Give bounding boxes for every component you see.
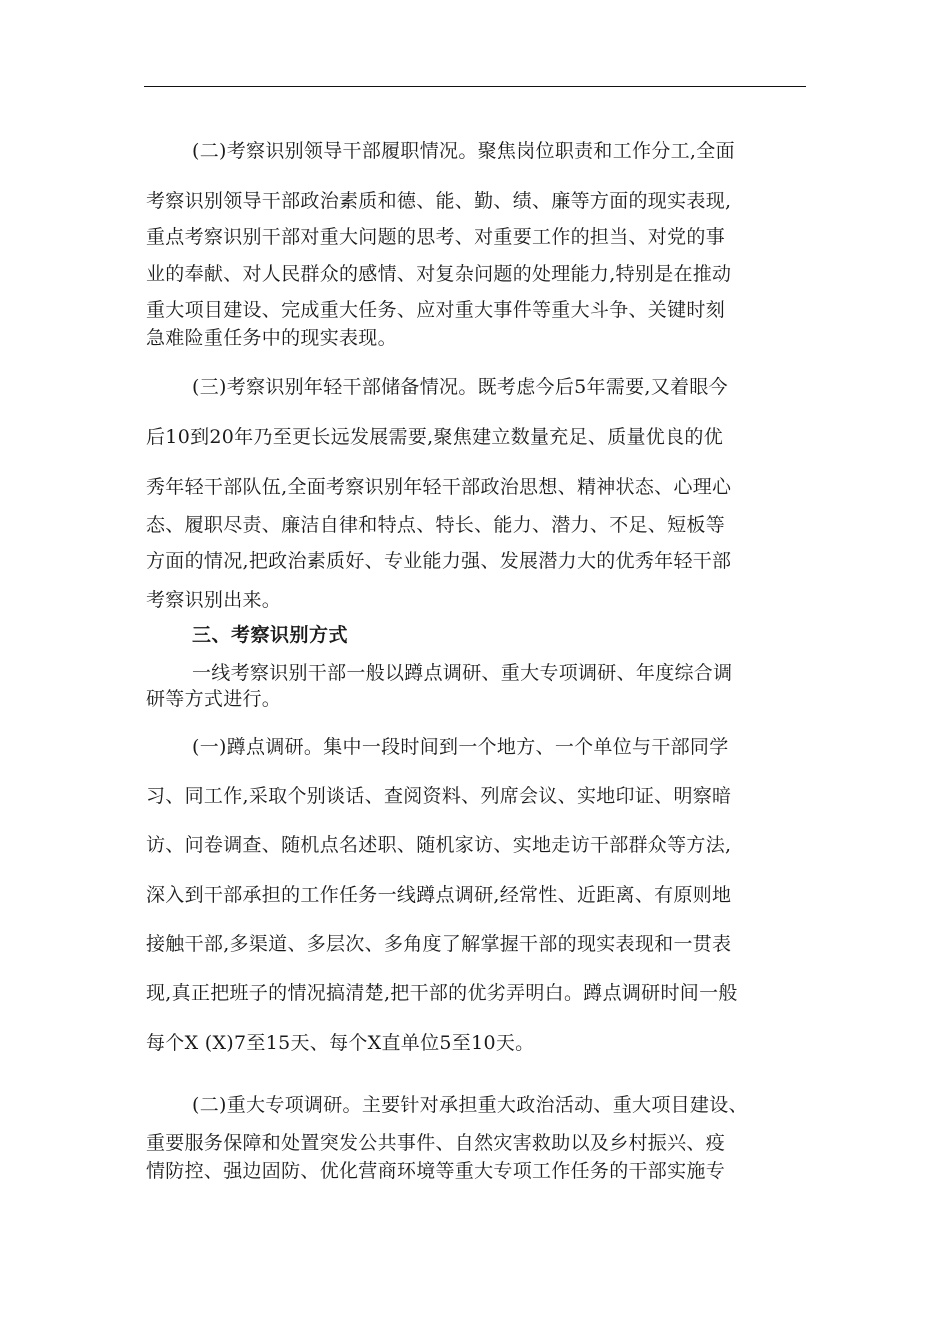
- paragraph-line: (三)考察识别年轻干部储备情况。既考虑今后5年需要,又着眼今: [192, 376, 728, 398]
- paragraph-line: 方面的情况,把政治素质好、专业能力强、发展潜力大的优秀年轻干部: [146, 550, 732, 572]
- paragraph-line: (一)蹲点调研。集中一段时间到一个地方、一个单位与干部同学: [192, 736, 729, 758]
- paragraph-line: 重要服务保障和处置突发公共事件、自然灾害救助以及乡村振兴、疫: [146, 1132, 726, 1154]
- paragraph-line: 研等方式进行。: [146, 688, 282, 710]
- paragraph-line: 业的奉献、对人民群众的感情、对复杂问题的处理能力,特别是在推动: [146, 263, 732, 285]
- section-heading: 三、考察识别方式: [192, 624, 349, 646]
- paragraph-line: 急难险重任务中的现实表现。: [146, 327, 397, 349]
- paragraph-line: 访、问卷调查、随机点名述职、随机家访、实地走访干部群众等方法,: [146, 834, 732, 856]
- paragraph-line: 态、履职尽责、廉洁自律和特点、特长、能力、潜力、不足、短板等: [146, 514, 726, 536]
- paragraph-line: 每个X (X)7至15天、每个X直单位5至10天。: [146, 1032, 535, 1054]
- paragraph-line: 习、同工作,采取个别谈话、查阅资料、列席会议、实地印证、明察暗: [146, 785, 732, 807]
- paragraph-line: 后10到20年乃至更长远发展需要,聚焦建立数量充足、质量优良的优: [146, 426, 723, 448]
- paragraph-line: 情防控、强边固防、优化营商环境等重大专项工作任务的干部实施专: [146, 1160, 726, 1182]
- paragraph-line: 考察识别领导干部政治素质和德、能、勤、绩、廉等方面的现实表现,: [146, 190, 732, 212]
- paragraph-line: 重点考察识别干部对重大问题的思考、对重要工作的担当、对党的事: [146, 226, 726, 248]
- paragraph-line: 考察识别出来。: [146, 589, 282, 611]
- header-rule: [144, 86, 806, 87]
- paragraph-line: 深入到干部承担的工作任务一线蹲点调研,经常性、近距离、有原则地: [146, 884, 732, 906]
- paragraph-line: 现,真正把班子的情况搞清楚,把干部的优劣弄明白。蹲点调研时间一般: [146, 982, 738, 1004]
- paragraph-line: 重大项目建设、完成重大任务、应对重大事件等重大斗争、关键时刻: [146, 299, 726, 321]
- paragraph-line: 一线考察识别干部一般以蹲点调研、重大专项调研、年度综合调: [192, 662, 733, 684]
- paragraph-line: (二)考察识别领导干部履职情况。聚焦岗位职责和工作分工,全面: [192, 140, 735, 162]
- paragraph-line: 秀年轻干部队伍,全面考察识别年轻干部政治思想、精神状态、心理心: [146, 476, 732, 498]
- paragraph-line: 接触干部,多渠道、多层次、多角度了解掌握干部的现实表现和一贯表: [146, 933, 732, 955]
- paragraph-line: (二)重大专项调研。主要针对承担重大政治活动、重大项目建设、: [192, 1094, 748, 1116]
